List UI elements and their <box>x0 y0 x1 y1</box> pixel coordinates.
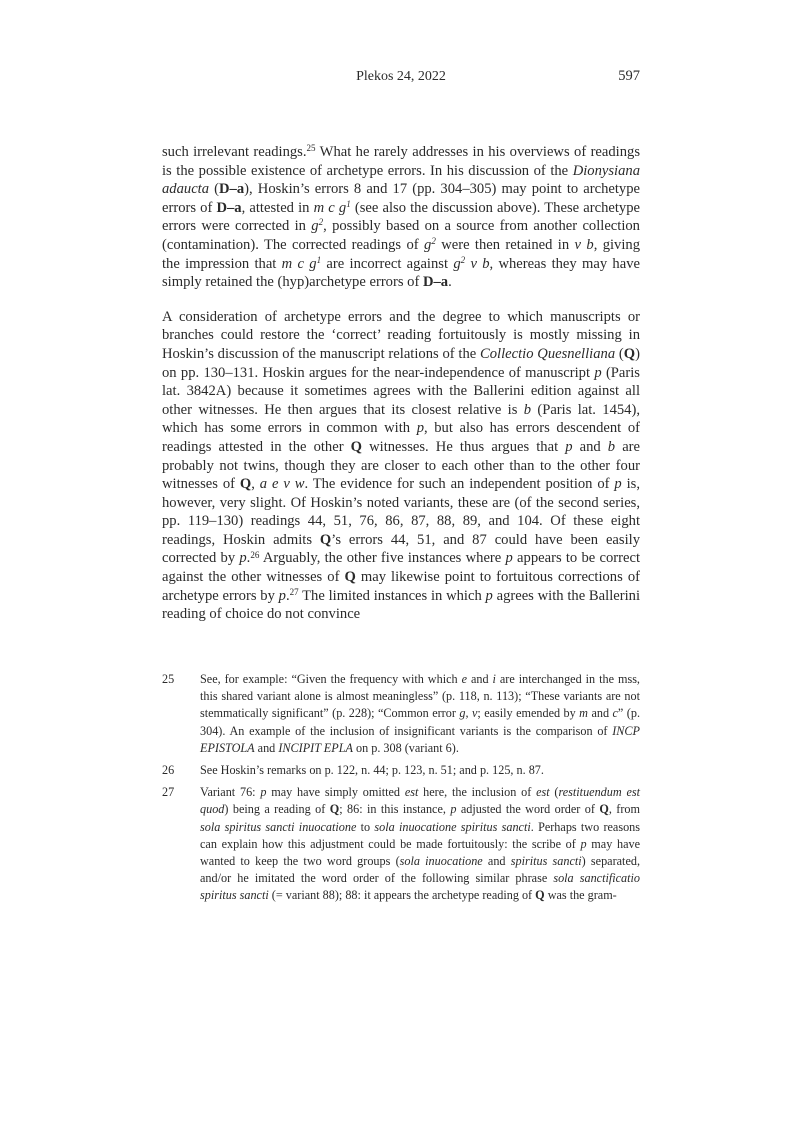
footnote-number: 25 <box>162 672 175 686</box>
body-text <box>162 143 640 624</box>
page-header <box>162 69 640 89</box>
footnote-section <box>162 671 640 910</box>
footnote-27 <box>162 784 640 904</box>
footnote-text: Variant 76: p may have simply omitted est here, the inclusion of est (restituendum est quod) being a reading of Q; 86: in this instance, p adjusted the word order of Q, from sola spiritus sancti inuocatione to sola inuocatione spiritus sancti. Perhaps two reasons can explain how this adjustment could be made fortuitously: the scribe of p may have wanted to keep the two word groups (sola inuocatione and spiritus sancti) separated, and/or he imitated the word order of the following similar phrase sola sanctificatio spiritus sancti (= variant 88); 88: it appears the archetype reading of Q was the gram- <box>200 785 641 903</box>
footnote-text: See Hoskin’s remarks on p. 122, n. 44; p. 123, n. 51; and p. 125, n. 87. <box>200 763 544 778</box>
footnote-26 <box>162 762 640 779</box>
journal-title: Plekos 24, 2022 <box>356 69 446 84</box>
footnote-25 <box>162 671 640 757</box>
footnote-number: 26 <box>162 763 175 778</box>
footnote-number: 27 <box>162 785 175 800</box>
page-number: 597 <box>618 68 640 84</box>
paragraph-1: such irrelevant readings.$^{25}$ What he rarely addresses in his overviews of readings is the possible existence of archetype errors. In his discussion of the Dionysiana adaucta (D–a), Hoskin’s errors 8 and 17 (pp. 304–305) may point to archetype errors of D–a, attested in m c $g^1$ (see also the discussion above). These archetype errors were corrected in $g^2$, possibly based on a source from another collection (contamination). The corrected readings of $g^2$ were then retained in v b, giving the impression that m c $g^1$ are incorrect against $g^2$ v b, whereas they may have simply retained the (hyp)archetype errors of D–a. <box>162 143 641 291</box>
footnote-text: See, for example: “Given the frequency with which e and i are interchanged in the mss, this shared variant alone is almost meaningless” (p. 118, n. 113); “These variants are not stemmatically significant” (p. 228); “Common error g, v; easily emended by m and c” (p. 304). An example of the inclusion of insignificant variants is the comparison of INCP EPISTOLA and INCIPIT EPLA on p. 308 (variant 6). <box>200 672 640 755</box>
paragraph-2: A consideration of archetype errors and the degree to which manuscripts or branches could restore the ‘correct’ reading fortuitously is mostly missing in Hoskin’s discussion of the manuscript relations of the Collectio Quesnelliana (Q) on pp. 130–131. Hoskin argues for the near-independence of manuscript p (Paris lat. 3842A) because it sometimes agrees with the Ballerini edition against all other witnesses. He then argues that its closest relative is b (Paris lat. 1454), which has some errors in common with p, but also has errors descendent of readings attested in the other Q witnesses. He thus argues that p and b are probably not twins, though they are closer to each other than to the other four witnesses of Q, a e v w. The evidence for such an independent position of p is, however, very slight. Of Hoskin’s noted variants, these are (of the second series, pp. 119–130) readings 44, 51, 76, 86, 87, 88, 89, and 104. Of these eight readings, Hoskin admits Q’s errors 44, 51, and 87 could have been easily corrected by p.$^{26}$ Arguably, the other five instances where p appears to be correct against the other witnesses of Q may likewise point to fortuitous corrections of archetype errors by p.$^{27}$ The limited instances in which p agrees with the Ballerini reading of choice do not convince <box>162 308 641 623</box>
